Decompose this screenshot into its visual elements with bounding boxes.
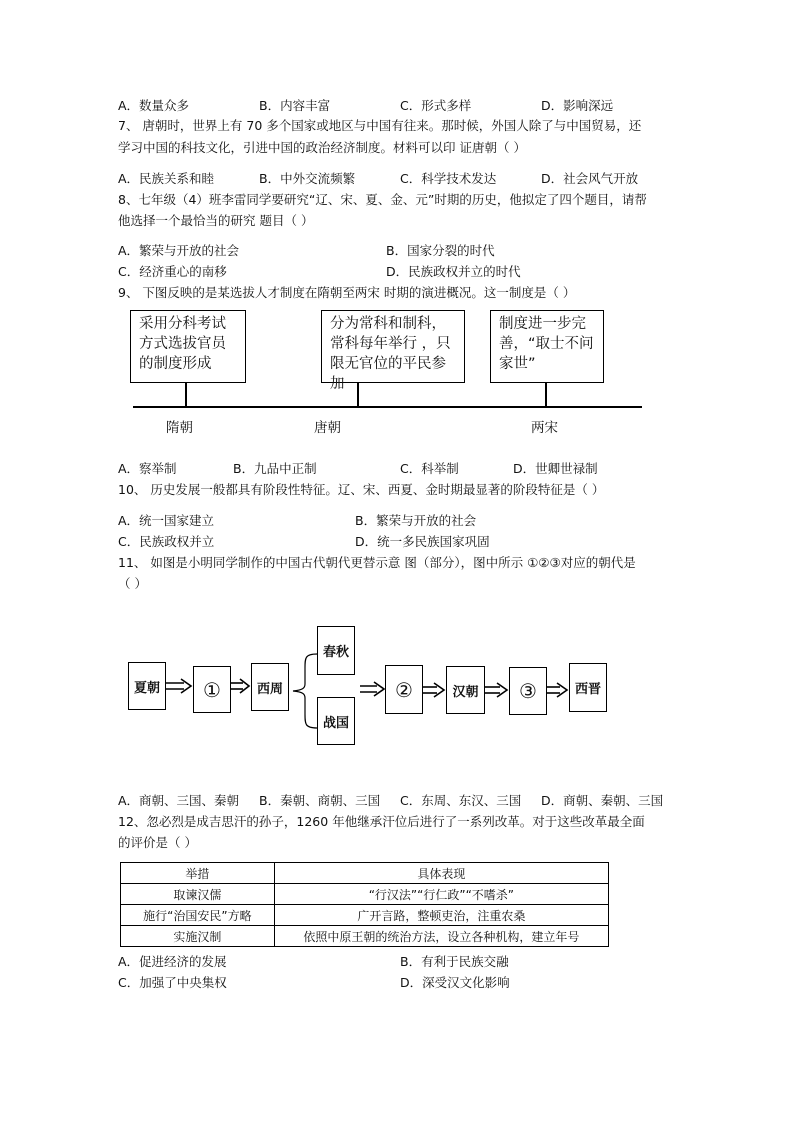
table-cell: 广开言路，整顿吏治，注重农桑: [274, 905, 608, 926]
q12-option-c: C．加强了中央集权: [118, 975, 227, 990]
q7-stem-line1: 7、 唐朝时，世界上有 70 多个国家或地区与中国有往来。那时候，外国人除了与中国贸易，还: [118, 118, 642, 133]
q11-option-d: D．商朝、秦朝、三国: [541, 793, 664, 808]
q11-stem-line2: （ ）: [118, 576, 147, 591]
q12-option-d: D．深受汉文化影响: [400, 975, 510, 990]
node-1-label: ①: [203, 677, 221, 702]
q9-box-sui: 采用分科考试方式选拔官员的制度形成: [130, 310, 246, 383]
q7-option-d: D．社会风气开放: [541, 171, 639, 186]
q9-option-d: D．世卿世禄制: [513, 461, 598, 476]
arrow-3: [360, 681, 386, 697]
q9-option-c: C．科举制: [400, 461, 459, 476]
q12-stem-line2: 的评价是（ ）: [118, 835, 197, 850]
q9-era-tang: 唐朝: [314, 420, 341, 436]
node-zhanguo: 战国: [317, 697, 355, 745]
q12-table: [120, 862, 609, 947]
q8-option-b: B．国家分裂的时代: [386, 243, 495, 258]
q8-option-a: A．繁荣与开放的社会: [118, 243, 240, 258]
q11-option-a: A．商朝、三国、秦朝: [118, 793, 240, 808]
table-row: [121, 926, 609, 947]
q9-era-sui: 隋朝: [166, 420, 193, 436]
q8-option-d: D．民族政权并立的时代: [386, 264, 521, 279]
q8-stem-line1: 8、七年级（4）班李雷同学要研究“辽、宋、夏、金、元”时期的历史，他拟定了四个题目，请帮: [118, 192, 647, 207]
node-xizhou: 西周: [251, 663, 289, 711]
q10-option-c: C．民族政权并立: [118, 534, 215, 549]
q10-option-a: A．统一国家建立: [118, 513, 215, 528]
table-header-cell: 举措: [121, 863, 275, 884]
q6-option-d: D．影响深远: [541, 98, 614, 113]
q12-stem-line1: 12、忽必烈是成吉思汗的孙子，1260 年他继承汗位后进行了一系列改革。对于这些改革最全面: [118, 814, 645, 829]
arrow-1: [166, 678, 193, 694]
node-chunqiu: 春秋: [317, 626, 355, 675]
node-2: [385, 665, 423, 714]
table-cell: “行汉法”“行仁政”“不嗜杀”: [274, 884, 608, 905]
node-xijin: 西晋: [569, 663, 607, 712]
q9-option-b: B．九品中正制: [233, 461, 317, 476]
brace-split: [289, 648, 319, 736]
node-xia: 夏朝: [128, 662, 166, 710]
table-cell: 取谏汉儒: [121, 884, 275, 905]
q11-stem-line1: 11、 如图是小明同学制作的中国古代朝代更替示意 图（部分），图中所示 ①②③对应的朝代是: [118, 555, 636, 570]
q7-option-b: B．中外交流频繁: [259, 171, 356, 186]
q8-option-c: C．经济重心的南移: [118, 264, 227, 279]
q6-option-c: C．形式多样: [400, 98, 472, 113]
arrow-6: [547, 682, 569, 698]
q6-option-b: B．内容丰富: [259, 98, 331, 113]
q6-option-a: A．数量众多: [118, 98, 190, 113]
q10-option-b: B．繁荣与开放的社会: [355, 513, 477, 528]
table-header-cell: 具体表现: [274, 863, 608, 884]
table-header-row: [121, 863, 609, 884]
q11-option-c: C．东周、东汉、三国: [400, 793, 522, 808]
node-3: [509, 667, 547, 715]
arrow-5: [485, 682, 509, 698]
q10-option-d: D．统一多民族国家巩固: [355, 534, 490, 549]
table-cell: 实施汉制: [121, 926, 275, 947]
node-han: 汉朝: [446, 666, 485, 714]
q9-timeline: [133, 406, 642, 408]
node-3-label: ③: [519, 679, 537, 703]
q9-era-song: 两宋: [531, 420, 558, 436]
table-cell: 依照中原王朝的统治方法，设立各种机构，建立年号: [274, 926, 608, 947]
q9-stem: 9、 下图反映的是某选拔人才制度在隋朝至两宋 时期的演进概况。这一制度是（ ）: [118, 285, 576, 300]
q7-stem-line2: 学习中国的科技文化，引进中国的政治经济制度。材料可以印 证唐朝（ ）: [118, 140, 526, 155]
node-2-label: ②: [395, 677, 413, 702]
q10-stem: 10、 历史发展一般都具有阶段性特征。辽、宋、西夏、金时期最显著的阶段特征是（ ）: [118, 482, 605, 497]
q8-stem-line2: 他选择一个最恰当的研究 题目（ ）: [118, 213, 314, 228]
q12-option-b: B．有利于民族交融: [400, 954, 509, 969]
arrow-4: [423, 682, 446, 698]
q7-option-c: C．科学技术发达: [400, 171, 497, 186]
q11-option-b: B．秦朝、商朝、三国: [259, 793, 381, 808]
q7-option-a: A．民族关系和睦: [118, 171, 215, 186]
q9-box-song: 制度进一步完善，“取士不问家世”: [490, 310, 604, 383]
q9-tick-song: [545, 383, 547, 407]
q12-option-a: A．促进经济的发展: [118, 954, 227, 969]
q9-tick-sui: [185, 383, 187, 407]
table-cell: 施行“治国安民”方略: [121, 905, 275, 926]
arrow-2: [231, 678, 251, 694]
table-row: [121, 905, 609, 926]
node-1: [193, 666, 231, 713]
q9-box-tang: 分为常科和制科，常科每年举行 ，只限无官位的平民参加: [321, 310, 465, 383]
q9-tick-tang: [357, 383, 359, 407]
q9-option-a: A．察举制: [118, 461, 177, 476]
table-row: [121, 884, 609, 905]
